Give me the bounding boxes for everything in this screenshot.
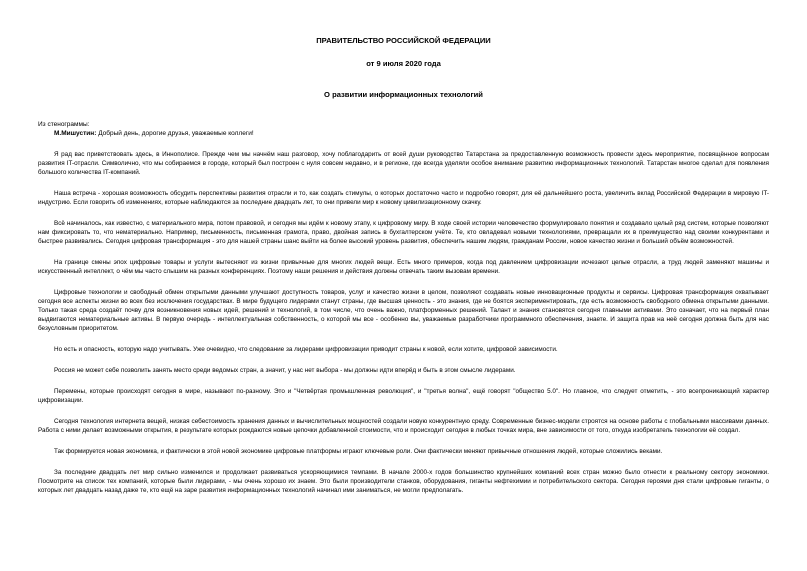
transcript-lead: Из стенограммы: <box>38 121 90 128</box>
paragraph: Сегодня технология интернета вещей, низкая себестоимость хранения данных и вычислительных мощностей создали новую конкурентную среду. Современные бизнес-модели строятся на основе работы с глобальными массивами данных. Работа с ними делает возможными открытия, в результате которых рождаются новые цепочки добавленной стоимости, что и происходит сегодня в любых точках мира, вне зависимости от того, откуда изобретатель технологии её создал. <box>38 418 769 434</box>
paragraph: Так формируется новая экономика, и фактически в этой новой экономике цифровые платформы играют ключевые роли. Они фактически меняют привычные отношения людей, которые сложились веками. <box>54 448 663 455</box>
speaker-name: М.Мишустин: <box>54 130 97 137</box>
paragraph: За последние двадцать лет мир сильно изменился и продолжает развиваться ускоряющимися темпами. В начале 2000-х годов большинство крупнейших компаний всех стран можно было отнести к реальному сектору экономики. Посмотрите на список тех компаний, которые были лидерами, - мы очень хорошо их знаем. Это были производители станков, оборудования, гиганты нефтехимии и потребительского сектора. Сегодня героями дня стали цифровые гиганты, о которых лет двадцать назад даже те, кто ещё на заре развития информационных технологий начинал ими заниматься, не могли предполагать. <box>38 469 769 494</box>
greeting-text: Добрый день, дорогие друзья, уважаемые коллеги! <box>96 130 254 137</box>
paragraph: Всё начиналось, как известно, с материального мира, потом правовой, и сегодня мы идём к новому этапу, к цифровому миру. В ходе своей истории человечество формулировало понятия и создавало целый ряд систем, которые позволяют нам фиксировать то, что нематериально. Например, письменность, письменная грамота, право, двойная запись в бухгалтерском учёте. Те, кто овладевал новыми технологиями, превращали их в преимущество над своими конкурентами и быстрее развивались. Сегодня цифровая трансформация - это для нашей страны шанс выйти на более высокий уровень развития, обеспечить нашим людям, гражданам России, новое качество жизни и больший объём возможностей. <box>38 220 769 245</box>
paragraph: Я рад вас приветствовать здесь, в Иннополисе. Прежде чем мы начнём наш разговор, хочу поблагодарить от всей души руководство Татарстана за предоставленную возможность провести здесь мероприятие, посвящённое вопросам развития IT-отрасли. Символично, что мы собираемся в городе, который был построен с нуля совсем недавно, и в регионе, где всегда уделяли особое внимание развитию информационных технологий. Татарстан многое сделал для появления большого количества IT-компаний. <box>38 151 769 176</box>
paragraph: Цифровые технологии и свободный обмен открытыми данными улучшают доступность товаров, услуг и качество жизни в целом, позволяют создавать новые инновационные продукты и сервисы. Цифровая трансформация охватывает сегодня все аспекты жизни во всех без исключения государствах. В мире будущего лидерами станут страны, где высшая ценность - это знания, где не боятся экспериментировать, где есть возможность свободного обмена открытыми данными. Только такая среда создаёт почву для возникновения новых идей, решений и технологий, в том числе, что очень важно, платформенных решений. Талант и знания становятся сегодня главными активами. Это означает, что на первый план выдвигаются нематериальные активы. В первую очередь - интеллектуальная собственность, о которой мы все - особенно вы, уважаемые разработчики программного обеспечения, знаете. И защита прав на неё сегодня должна быть для нас безусловным приоритетом. <box>38 289 769 332</box>
date-heading: от 9 июля 2020 года <box>366 59 441 68</box>
government-heading: ПРАВИТЕЛЬСТВО РОССИЙСКОЙ ФЕДЕРАЦИИ <box>316 36 491 45</box>
paragraph: Наша встреча - хорошая возможность обсудить перспективы развития отрасли и то, как создать стимулы, о которых достаточно часто и подробно говорят, для её дальнейшего роста, увеличить вклад Российской Федерации в мировую IT-индустрию. Если говорить об изменениях, которые наблюдаются за последние двадцать лет, то они привели мир к новому цивилизационному скачку. <box>38 190 769 206</box>
paragraph: Но есть и опасность, которую надо учитывать. Уже очевидно, что следование за лидерами цифровизации приводит страны к новой, если хотите, цифровой зависимости. <box>54 346 558 353</box>
paragraph: Перемены, которые происходят сегодня в мире, называют по-разному. Это и "Четвёртая промышленная революция", и "третья волна", ещё говорят "общество 5.0". Но главное, что следует отметить, - это всепроникающий характер цифровизации. <box>38 388 769 404</box>
paragraph: На границе смены эпох цифровые товары и услуги вытесняют из жизни привычные для многих людей вещи. Есть много примеров, когда под давлением цифровизации исчезают целые отрасли, а труд людей заменяют машины и искусственный интеллект, о чём мы часто слышим на разных конференциях. Поэтому наши решения и действия должны отвечать таким вызовам времени. <box>38 259 769 275</box>
topic-heading: О развитии информационных технологий <box>324 90 483 99</box>
paragraph: Россия не может себе позволить занять место среди ведомых стран, а значит, у нас нет выбора - мы должны идти вперёд и быть в этом смысле лидерами. <box>54 367 516 374</box>
speaker-line <box>38 129 769 138</box>
